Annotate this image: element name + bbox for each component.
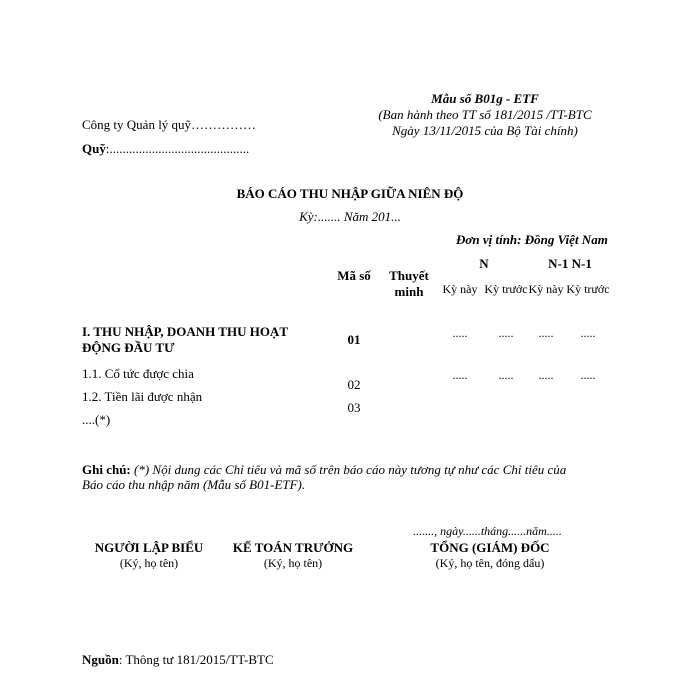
fund-name bbox=[82, 141, 249, 157]
col-code-header: Mã số bbox=[337, 268, 371, 283]
row1-value-n-this: ..... bbox=[452, 326, 468, 340]
fund-dots: :........................................... bbox=[105, 141, 250, 156]
sub-header-this-period-n1: Kỳ này bbox=[528, 282, 564, 296]
company-name: Công ty Quản lý quỹ…………… bbox=[82, 117, 257, 132]
row-label-interest: 1.2. Tiền lãi được nhận bbox=[82, 389, 203, 404]
report-period: Kỳ:....... Năm 201... bbox=[299, 209, 401, 224]
row2-value-n-prev: ..... bbox=[498, 368, 514, 382]
group-n1-header: N-1 N-1 bbox=[548, 256, 592, 271]
row-label-dividends: 1.1. Cổ tức được chia bbox=[82, 366, 194, 381]
currency-unit: Đơn vị tính: Đồng Việt Nam bbox=[456, 232, 608, 247]
row1-value-n1-this: ..... bbox=[538, 326, 554, 340]
signature-preparer-sub: (Ký, họ tên) bbox=[119, 556, 179, 570]
signature-director-title: TỔNG (GIÁM) ĐỐC bbox=[430, 540, 550, 555]
row-code-01: 01 bbox=[347, 332, 361, 347]
signature-preparer-title: NGƯỜI LẬP BIỂU bbox=[94, 540, 204, 555]
fund-label: Quỹ bbox=[82, 141, 106, 156]
sub-header-this-period: Kỳ này bbox=[442, 282, 478, 296]
note-line-2: Báo cáo thu nhập năm (Mẫu số B01-ETF). bbox=[82, 477, 306, 492]
row-label-investment-income: I. THU NHẬP, DOANH THU HOẠT ĐỘNG ĐẦU TƯ bbox=[82, 324, 288, 355]
col-note-header: Thuyết minh bbox=[389, 268, 429, 299]
group-n-header: N bbox=[479, 256, 489, 271]
issued-line-1: (Ban hành theo TT số 181/2015 /TT-BTC bbox=[378, 107, 592, 122]
signature-accountant-sub: (Ký, họ tên) bbox=[263, 556, 323, 570]
sub-header-prev-period: Kỳ trước bbox=[484, 282, 528, 296]
note-line-1 bbox=[82, 462, 566, 478]
row2-value-n1-this: ..... bbox=[538, 368, 554, 382]
row1-value-n-prev: ..... bbox=[498, 326, 514, 340]
row1-value-n1-prev: ..... bbox=[580, 326, 596, 340]
source-line bbox=[82, 652, 274, 668]
row2-value-n1-prev: ..... bbox=[580, 368, 596, 382]
source-label: Nguồn bbox=[82, 652, 119, 667]
row-label-other: ....(*) bbox=[82, 412, 111, 427]
source-text: : Thông tư 181/2015/TT-BTC bbox=[118, 652, 274, 667]
sub-header-prev-period-n1: Kỳ trước bbox=[566, 282, 610, 296]
note-text-1: (*) Nội dung các Chỉ tiêu và mã số trên báo cáo này tương tự như các Chỉ tiêu của bbox=[130, 462, 567, 477]
signature-accountant-title: KẾ TOÁN TRƯỞNG bbox=[232, 540, 354, 555]
row2-value-n-this: ..... bbox=[452, 368, 468, 382]
date-line: ......., ngày......tháng......năm..... bbox=[413, 524, 562, 538]
row-code-03: 03 bbox=[347, 400, 361, 415]
note-label: Ghi chú: bbox=[82, 462, 131, 477]
row-code-02: 02 bbox=[347, 377, 361, 392]
issued-line-2: Ngày 13/11/2015 của Bộ Tài chính) bbox=[392, 123, 578, 138]
report-title: BÁO CÁO THU NHẬP GIỮA NIÊN ĐỘ bbox=[236, 186, 464, 201]
form-number: Mẫu số B01g - ETF bbox=[431, 91, 539, 106]
signature-director-sub: (Ký, họ tên, đóng dấu) bbox=[435, 556, 545, 570]
